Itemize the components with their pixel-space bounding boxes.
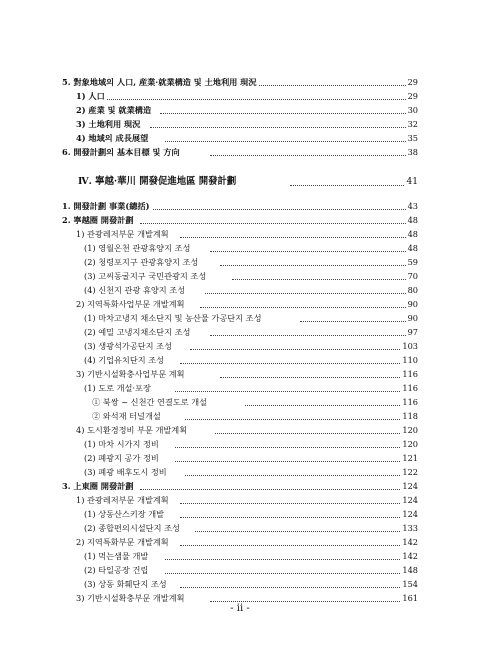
toc-entry <box>0 339 480 353</box>
toc-entry-page: 30 <box>407 105 418 115</box>
toc-entry-title: 5. 對象地域의 人口, 産業·就業構造 및 土地利用 現況 <box>62 77 257 87</box>
leader-dots <box>175 460 416 462</box>
toc-entry-title: 1) 관광레저부문 개발계획 <box>76 229 169 239</box>
toc-entry <box>0 213 480 227</box>
toc-entry-page: 118 <box>402 411 418 421</box>
toc-entry-title: 4) 地域의 成長展望 <box>76 133 149 143</box>
leader-dots <box>200 306 416 308</box>
toc-entry-title: 4) 도시환경정비 부문 개발계획 <box>76 425 188 435</box>
toc-entry <box>0 451 480 465</box>
toc-entry <box>0 507 480 521</box>
toc-entry <box>0 535 480 549</box>
toc-entry <box>0 241 480 255</box>
toc-entry-page: 29 <box>407 91 418 101</box>
toc-entry-title: 3) 土地利用 現況 <box>76 119 141 129</box>
toc-entry-page: 110 <box>402 355 418 365</box>
toc-entry-title: (1) 마차 시가지 정비 <box>84 439 159 449</box>
leader-dots <box>195 530 416 532</box>
toc-entry-title: (1) 도로 개설·포장 <box>84 383 151 393</box>
toc-entry <box>0 563 480 577</box>
toc-entry-title: (3) 폐광 배후도시 정비 <box>84 467 167 477</box>
toc-entry-page: 90 <box>407 313 418 323</box>
toc-entry-page: 103 <box>402 341 418 351</box>
toc-entry-title: (4) 기업유치단지 조성 <box>84 355 165 365</box>
leader-dots <box>210 600 416 602</box>
leader-dots <box>150 126 416 128</box>
toc-entry <box>0 75 480 89</box>
toc-entry <box>0 255 480 269</box>
leader-dots <box>105 98 416 100</box>
leader-dots <box>210 334 416 336</box>
toc-entry-page: 48 <box>407 229 418 239</box>
toc-entry-title: (3) 고씨동굴지구 국민관광지 조성 <box>84 271 207 281</box>
toc-entry-page: 121 <box>402 453 418 463</box>
toc-entry-title: (3) 생광석가공단지 조성 <box>84 341 172 351</box>
chapter-page: 41 <box>405 174 418 190</box>
toc-entry-title: 2. 寧越圈 開發計劃 <box>62 215 134 225</box>
toc-entry-page: 29 <box>407 77 418 87</box>
toc-entry <box>0 577 480 591</box>
toc-entry <box>0 423 480 437</box>
toc-entry-title: (2) 종합편의시설단지 조성 <box>84 523 180 533</box>
toc-entry-title: 3) 기반시설확충사업부문 계획 <box>76 369 185 379</box>
toc-entry <box>0 227 480 241</box>
toc-entry <box>0 297 480 311</box>
toc-entry-page: 48 <box>407 215 418 225</box>
leader-dots <box>300 320 416 322</box>
toc-entry <box>0 395 480 409</box>
leader-dots <box>290 184 416 186</box>
toc-entry-title: 1. 開發計劃 事業(總括) <box>62 201 150 211</box>
leader-dots <box>220 264 416 266</box>
toc-entry <box>0 465 480 479</box>
leader-dots <box>215 432 416 434</box>
toc-entry-page: 38 <box>407 147 418 157</box>
toc-entry-page: 35 <box>407 133 418 143</box>
leader-dots <box>140 208 416 210</box>
toc-entry-title: 3. 上東圈 開發計劃 <box>62 481 134 491</box>
leader-dots <box>180 236 416 238</box>
toc-entry-page: 124 <box>402 509 418 519</box>
toc-entry <box>0 549 480 563</box>
toc-entry-page: 120 <box>402 439 418 449</box>
leader-dots <box>140 222 416 224</box>
toc-entry-page: 120 <box>402 425 418 435</box>
toc-entry-page: 43 <box>407 201 418 211</box>
toc-entry-title: 6. 開發計劃의 基本目標 및 方向 <box>62 147 180 157</box>
toc-entry-title: (4) 신천지 관광 휴양지 조성 <box>84 285 186 295</box>
leader-dots <box>180 362 416 364</box>
chapter-title: Ⅳ. 寧越·華川 開發促進地區 開發計劃 <box>78 174 238 190</box>
toc-entry-page: 80 <box>407 285 418 295</box>
toc-entry-page: 142 <box>402 551 418 561</box>
leader-dots <box>245 404 416 406</box>
toc-entry <box>0 381 480 395</box>
toc-entry <box>0 117 480 131</box>
toc-entry-title: 1) 관광레저부문 개발계획 <box>76 495 169 505</box>
toc-entry-page: 124 <box>402 481 418 491</box>
leader-dots <box>210 154 416 156</box>
toc-entry-page: 70 <box>407 271 418 281</box>
toc-entry-title: (3) 상동 화훼단지 조성 <box>84 579 167 589</box>
leader-dots <box>180 544 416 546</box>
leader-dots <box>175 390 416 392</box>
leader-dots <box>140 488 416 490</box>
toc-entry-title: 3) 기반시설확충부문 개발계획 <box>76 593 185 603</box>
toc-entry-title: ① 북쌍 ~ 신천간 연결도로 개설 <box>92 397 208 407</box>
toc-entry-page: 148 <box>402 565 418 575</box>
toc-entry <box>0 131 480 145</box>
leader-dots <box>232 278 416 280</box>
chapter-heading <box>0 174 480 190</box>
toc-entry-page: 48 <box>407 243 418 253</box>
toc-entry <box>0 89 480 103</box>
toc-entry <box>0 409 480 423</box>
toc-entry-title: (2) 폐광지 공가 정비 <box>84 453 159 463</box>
toc-entry-page: 142 <box>402 537 418 547</box>
toc-entry-title: (1) 상동산스키장 개발 <box>84 509 165 519</box>
toc-entry-page: 154 <box>402 579 418 589</box>
toc-entry-page: 133 <box>402 523 418 533</box>
leader-dots <box>180 586 416 588</box>
toc-entry <box>0 269 480 283</box>
leader-dots <box>185 418 416 420</box>
leader-dots <box>210 250 416 252</box>
leader-dots <box>190 348 416 350</box>
toc-entry-title: (2) 타일공장 건립 <box>84 565 149 575</box>
toc-entry <box>0 353 480 367</box>
toc-entry <box>0 493 480 507</box>
leader-dots <box>175 446 416 448</box>
toc-entry-title: 1) 人口 <box>76 91 105 101</box>
leader-dots <box>220 376 416 378</box>
toc-entry-page: 116 <box>402 369 418 379</box>
toc-entry <box>0 437 480 451</box>
toc-entry-page: 59 <box>407 257 418 267</box>
leader-dots <box>160 112 416 114</box>
toc-entry-title: ② 와석재 터널개설 <box>92 411 161 421</box>
leader-dots <box>180 502 416 504</box>
toc-entry-page: 161 <box>402 593 418 603</box>
toc-entry-page: 32 <box>407 119 418 129</box>
toc-entry-title: (1) 마차고냉지 채소단지 및 농산물 가공단지 조성 <box>84 313 262 323</box>
toc-entry <box>0 325 480 339</box>
toc-entry <box>0 103 480 117</box>
toc-entry-title: (1) 영월온천 관광휴양지 조성 <box>84 243 191 253</box>
toc-entry-title: 2) 지역특화부문 개발계획 <box>76 537 169 547</box>
leader-dots <box>246 84 416 86</box>
leader-dots <box>185 474 416 476</box>
toc-entry <box>0 283 480 297</box>
toc-entry-title: (2) 청령포지구 관광휴양지 조성 <box>84 257 199 267</box>
toc-entry <box>0 311 480 325</box>
toc-entry-page: 124 <box>402 495 418 505</box>
toc-entry-title: (1) 먹는샘물 개발 <box>84 551 149 561</box>
leader-dots <box>180 516 416 518</box>
leader-dots <box>165 572 416 574</box>
toc-entry <box>0 199 480 213</box>
toc-entry-page: 90 <box>407 299 418 309</box>
toc-entry-title: 2) 지역특화사업부문 개발계획 <box>76 299 185 309</box>
toc-entry-page: 122 <box>402 467 418 477</box>
toc-entry-title: (2) 예밀 고냉지채소단지 조성 <box>84 327 191 337</box>
leader-dots <box>165 558 416 560</box>
toc-entry-page: 116 <box>402 383 418 393</box>
page-number-footer: - ii - <box>230 603 250 614</box>
leader-dots <box>205 292 416 294</box>
leader-dots <box>165 140 416 142</box>
toc-entry <box>0 479 480 493</box>
toc-entry-page: 116 <box>402 397 418 407</box>
toc-entry <box>0 367 480 381</box>
toc-entry-page: 97 <box>407 327 418 337</box>
toc-entry-title: 2) 産業 및 就業構造 <box>76 105 152 115</box>
toc-entry <box>0 145 480 159</box>
toc-entry <box>0 521 480 535</box>
